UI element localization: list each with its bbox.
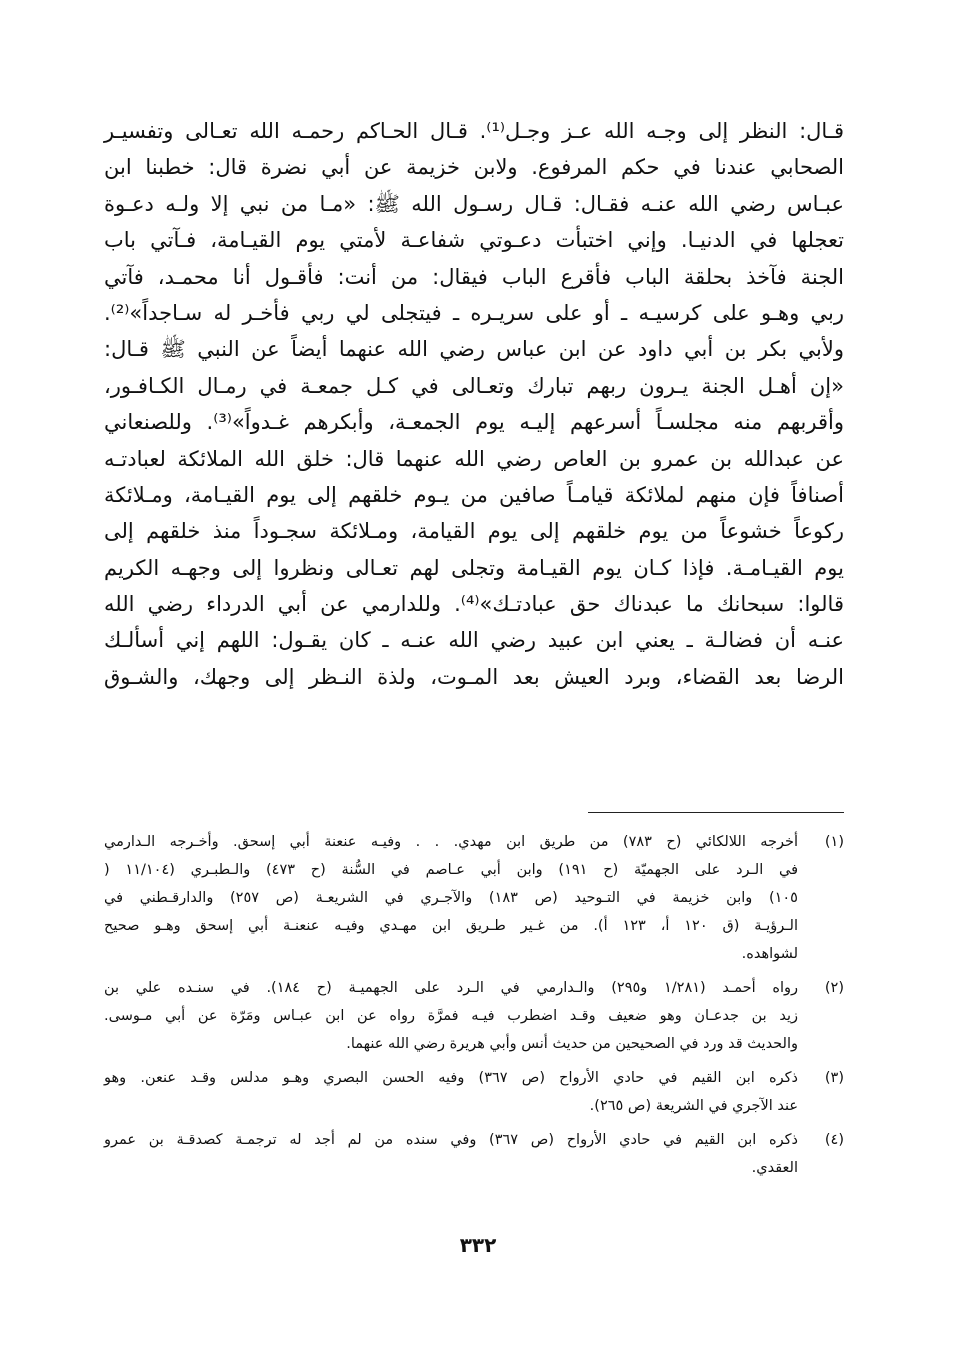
footnote-4 bbox=[104, 1126, 844, 1182]
text-line: عنـه أن فضالـة ـ يعني ابن عبيد رضي الله عنـه ـ كان يقـول: اللهم إني أسألـك bbox=[104, 628, 844, 653]
text-line: ركوعاً خشوعاً من يوم خلقهم إلى يوم القيامة، ومـلائكة سجـوداً منذ خلقهم إلى bbox=[104, 519, 844, 544]
footnote-line: زيد بن جدعـان وهو ضعيف وقـد اضطرب فيـه فمرَّة رواه عن ابن عبـاس ومَرّة عن أبي مـوسى. bbox=[104, 1008, 798, 1024]
text-line: الجنة فآخذ بحلقة الباب فأقرع الباب فيقال: من أنت: فأقـول أنا محمـد، فآتي bbox=[104, 264, 844, 289]
footnote-number: (٣) bbox=[824, 1070, 844, 1086]
text-line: عبـاس رضي الله عنـه فقـال: قـال رسـول الله ﷺ: «مـا من نبي إلا ولـه دعـوة bbox=[104, 191, 844, 216]
text-line: عن عبدالله بن عمرو بن العاص رضي الله عنهما قال: خلق الله الملائكة لعبادتـه bbox=[104, 446, 844, 471]
footnote-line: عند الآجري في الشريعة (ص ٢٦٥). bbox=[589, 1098, 798, 1114]
text-line: الرضا بعد القضاء، وبرد العيش بعد المـوت، ولذة النـظر إلى وجهك، والشـوق bbox=[104, 664, 844, 689]
text-line: أصنافاً فإن منهم لملائكة قيامـاً صافين من يـوم خلقهم إلى يوم القيـامة، ومـلائكة bbox=[104, 482, 844, 507]
footnote-separator bbox=[588, 812, 844, 813]
footnote-line: ذكره ابن القيم في حادي الأرواح (ص ٣٦٧) وفي سنده من لم أجد له ترجمـة كصدقـة بن عمرو bbox=[104, 1132, 798, 1148]
page-number: ٣٣٢ bbox=[459, 1233, 497, 1257]
footnote-line: ذكره ابن القيم في حادي الأرواح (ص ٣٦٧) وفيه الحسن البصري وهـو مدلس وقـد عنعن. وهو bbox=[104, 1070, 798, 1086]
footnote-line: أخرجه اللالكائي (ح ٧٨٣) من طريق ابن مهدي. . . وفيـه عنعنة أبي إسحق. وأخـرجه الـدارمي bbox=[104, 834, 799, 850]
footnote-line: ١٠٥) وابن خزيمة في التـوحيد (ص ١٨٣) والآجـري في الشريعـة (ص ٢٥٧) والدارقـطني في bbox=[104, 890, 798, 906]
footnote-line: العقدي. bbox=[751, 1160, 798, 1176]
footnote-line: الـرؤيـة (ق ١٢٠ أ، ١٢٣ أ). من غـير طـريق ابن مهـدي وفيـه عنعنـة أبي إسحق وهـو صحيح bbox=[104, 918, 798, 934]
text-line: ولأبي بكر بن أبي داود عن ابن عباس رضي الله عنهما أيضاً عن النبي ﷺ قـال: bbox=[104, 337, 844, 362]
footnote-number: (٤) bbox=[824, 1132, 844, 1148]
footnote-line: رواه أحمـد (١/٢٨١ و٢٩٥) والـدارمي في الـرد على الجهميـة (ح ١٨٤). في سنـده علي بن bbox=[104, 980, 798, 996]
text-line: ربي وهـو على كرسيـه ـ أو على سريـره ـ فيتجلى لي ربي فأخـر له سـاجداً»⁽²⁾. bbox=[104, 300, 844, 325]
text-line: الصحابي عندنا في حكم المرفوع. ولابن خزيمة عن أبي نضرة قال: خطبنا ابن bbox=[104, 155, 844, 180]
footnote-line: في الـرد على الجهميّة (ح ١٩١) وابن أبي عـاصم في السُّنة (ح ٤٧٣) والـطبـري (١١/١٠٤ ( bbox=[104, 862, 798, 878]
footnote-3 bbox=[104, 1064, 844, 1120]
footnote-1 bbox=[104, 828, 844, 968]
text-line: يوم القيـامـة. فإذا كـان يوم القيـامة وتجلى لهم تعـالى ونظروا إلى وجهـه الكريم bbox=[104, 555, 844, 580]
footnote-number: (١) bbox=[824, 834, 844, 850]
text-line: قـال: النظر إلى وجـه الله عـز وجـل⁽¹⁾. قـال الحـاكم رحمـه الله تعـالى وتفسيـر bbox=[104, 119, 844, 143]
text-line: وأقربهم منه مجلسـاً أسرعهم إليـه يوم الجمعـة، وأبكرهم غـدواً»⁽³⁾. وللصنعاني bbox=[104, 410, 844, 435]
footnote-number: (٢) bbox=[824, 980, 844, 996]
text-line: قالوا: سبحانك ما عبدناك حق عبادتـك»⁽⁴⁾. وللدارمي عن أبي الدرداء رضي الله bbox=[104, 592, 844, 617]
footnotes-section bbox=[104, 828, 844, 1188]
footnote-2 bbox=[104, 974, 844, 1058]
main-text-block bbox=[104, 113, 844, 695]
text-line: تعجلها في الدنيـا. وإني اختبأت دعـوتي شفاعـة لأمتي يوم القيـامة، فـآتي باب bbox=[104, 228, 844, 253]
text-line: «إن أهـل الجنة يـرون ربهم تبارك وتعـالى في كـل جمعـة في رمـال الكـافـور، bbox=[104, 373, 844, 398]
footnote-line: والحديث قد ورد في الصحيحين من حديث أنس وأبي هريرة رضي الله عنهما. bbox=[346, 1036, 798, 1052]
footnote-line: لشواهده. bbox=[741, 946, 798, 962]
